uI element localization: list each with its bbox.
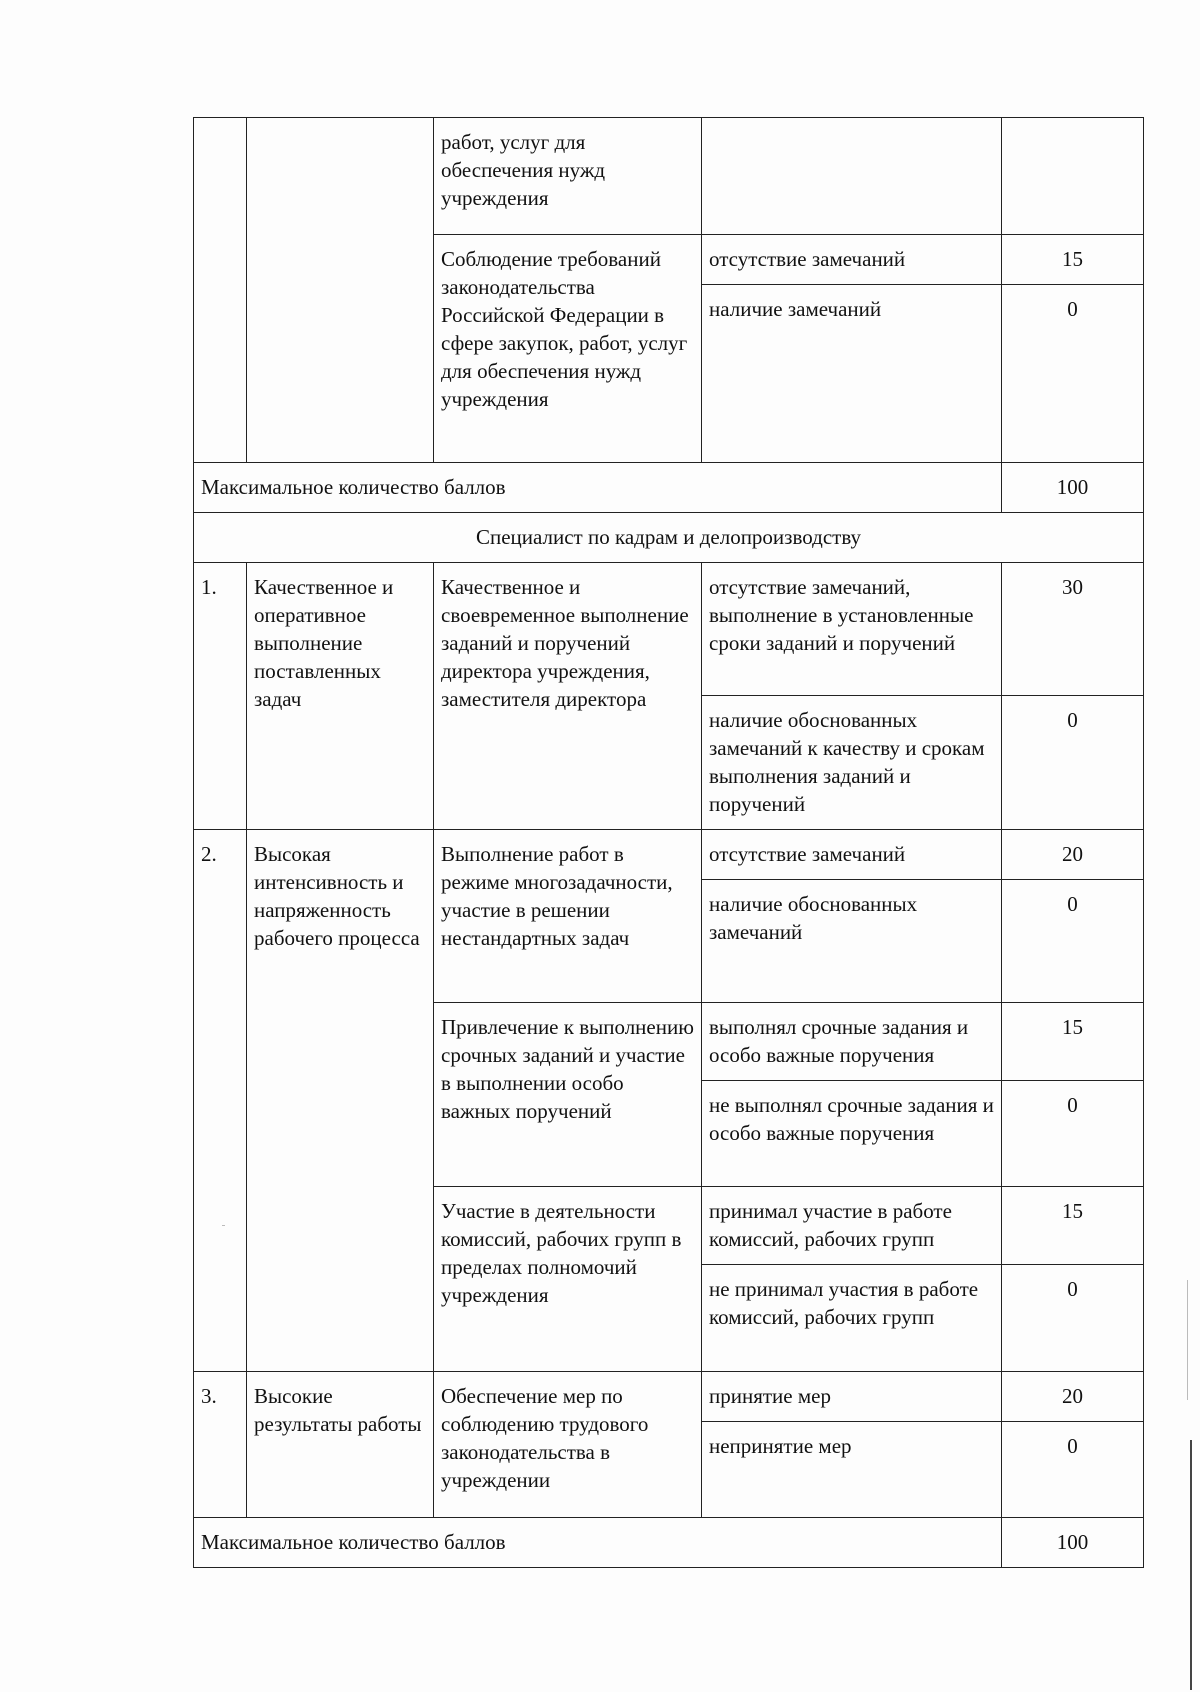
criterion-cell: Качественное и своевременное выполнение заданий и поручений директора учреждения, заместителя директора <box>434 563 702 830</box>
option-cell: непринятие мер <box>702 1422 1002 1518</box>
points-cell: 30 <box>1002 563 1144 696</box>
num-cell <box>194 118 247 463</box>
table-row <box>194 463 1144 513</box>
option-cell: отсутствие замечаний <box>702 235 1002 285</box>
scan-artifact <box>1190 1440 1192 1690</box>
points-cell: 15 <box>1002 1187 1144 1265</box>
points-cell: 15 <box>1002 235 1144 285</box>
criterion-cell: работ, услуг для обеспечения нужд учреждения <box>434 118 702 235</box>
table-row <box>194 1518 1144 1568</box>
option-cell: не выполнял срочные задания и особо важные поручения <box>702 1081 1002 1187</box>
max-points-label: Максимальное количество баллов <box>194 1518 1002 1568</box>
criteria-table <box>193 117 1144 1568</box>
indicator-cell: Высокая интенсивность и напряженность рабочего процесса <box>247 830 434 1372</box>
option-cell <box>702 118 1002 235</box>
indicator-cell <box>247 118 434 463</box>
option-cell: принятие мер <box>702 1372 1002 1422</box>
points-cell: 0 <box>1002 1422 1144 1518</box>
section-title: Специалист по кадрам и делопроизводству <box>194 513 1144 563</box>
option-cell: наличие обоснованных замечаний к качеству и срокам выполнения заданий и поручений <box>702 696 1002 830</box>
table-row <box>194 563 1144 696</box>
option-cell: отсутствие замечаний <box>702 830 1002 880</box>
criterion-cell: Привлечение к выполнению срочных заданий и участие в выполнении особо важных поручений <box>434 1003 702 1187</box>
table-row <box>194 513 1144 563</box>
points-cell: 0 <box>1002 1081 1144 1187</box>
indicator-cell: Качественное и оперативное выполнение поставленных задач <box>247 563 434 830</box>
table-row <box>194 830 1144 880</box>
option-cell: выполнял срочные задания и особо важные поручения <box>702 1003 1002 1081</box>
points-cell: 15 <box>1002 1003 1144 1081</box>
scan-artifact <box>222 1225 225 1226</box>
option-cell: принимал участие в работе комиссий, рабочих групп <box>702 1187 1002 1265</box>
points-cell: 0 <box>1002 285 1144 463</box>
points-cell <box>1002 118 1144 235</box>
max-points-value: 100 <box>1002 463 1144 513</box>
points-cell: 0 <box>1002 1265 1144 1372</box>
criterion-cell: Соблюдение требований законодательства Российской Федерации в сфере закупок, работ, услуг для обеспечения нужд учреждения <box>434 235 702 463</box>
max-points-label: Максимальное количество баллов <box>194 463 1002 513</box>
criterion-cell: Обеспечение мер по соблюдению трудового законодательства в учреждении <box>434 1372 702 1518</box>
points-cell: 20 <box>1002 830 1144 880</box>
table-row <box>194 1372 1144 1422</box>
max-points-value: 100 <box>1002 1518 1144 1568</box>
num-cell: 3. <box>194 1372 247 1518</box>
option-cell: не принимал участия в работе комиссий, рабочих групп <box>702 1265 1002 1372</box>
option-cell: наличие обоснованных замечаний <box>702 880 1002 1003</box>
points-cell: 0 <box>1002 696 1144 830</box>
criterion-cell: Выполнение работ в режиме многозадачности, участие в решении нестандартных задач <box>434 830 702 1003</box>
option-cell: наличие замечаний <box>702 285 1002 463</box>
criterion-cell: Участие в деятельности комиссий, рабочих групп в пределах полномочий учреждения <box>434 1187 702 1372</box>
indicator-cell: Высокие результаты работы <box>247 1372 434 1518</box>
scan-artifact <box>1187 1280 1188 1400</box>
num-cell: 1. <box>194 563 247 830</box>
option-cell: отсутствие замечаний, выполнение в установленные сроки заданий и поручений <box>702 563 1002 696</box>
table-row <box>194 118 1144 235</box>
points-cell: 20 <box>1002 1372 1144 1422</box>
points-cell: 0 <box>1002 880 1144 1003</box>
num-cell: 2. <box>194 830 247 1372</box>
